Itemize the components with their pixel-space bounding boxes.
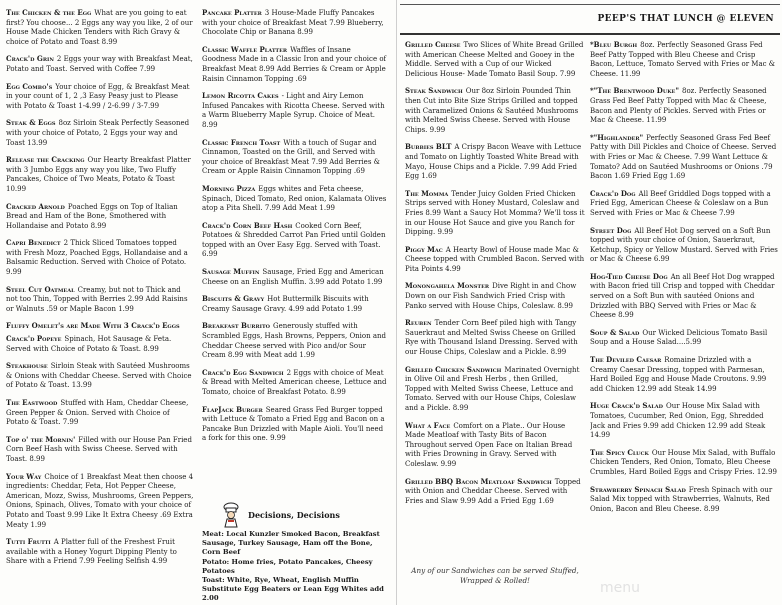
menu-item: The Deviled Caesar Romaine Drizzled with a Creamy Caesar Dressing, topped with Parmesan, Hard Boiled Egg and House Made Croutons. 9.99 add Chicken 12.99 add Steak 14.99: [590, 355, 767, 393]
decisions-box: [202, 502, 387, 604]
footer-note: Any of our Sandwiches can be served Stuffed, Wrapped & Rolled!: [411, 566, 579, 585]
menu-item: Crack'd Egg Sandwich 2 Eggs with choice of Meat & Bread with Melted American cheese, Lettuce and Tomato, choice of Breakfast Potato. 8.99: [202, 367, 387, 396]
menu-item: Morning Pizza Eggs whites and Feta cheese, Spinach, Diced Tomato, Red onion, Kalamata Olives atop a Pita Shell. 7.99 Add Meat 1.99: [202, 183, 387, 213]
menu-item: Grilled Cheese Two Slices of White Bread Grilled with American Cheese Melted and Gooey in the Middle. Served with a Cup of our Wicked Delicious House- Made Tomato Basil Soup. 7.99: [405, 40, 584, 78]
menu-item: *Bleu Burgh 8oz. Perfectly Seasoned Grass Fed Beef Patty Topped with Bleu Cheese and Crisp Bacon, Lettuce, Tomato Served with Fries or Mac & Cheese. 11.99: [590, 40, 776, 78]
menu-item: Huge Crack'd Salad Our House Mix Salad with Tomatoes, Cucumber, Red Onion, Egg, Shredded Jack and Fries 9.99 add Chicken 12.99 add Steak 14.99: [590, 401, 766, 440]
chef-icon: [220, 502, 242, 528]
menu-item: Crack'd Popeye Spinach, Hot Sausage & Feta. Served with Choice of Potato & Toast. 8.99: [6, 334, 172, 353]
menu-item: Crack'd Dog All Beef Griddled Dogs topped with a Fried Egg, American Cheese & Coleslaw on a Bun Served with Fries or Mac & Cheese 7.99: [590, 188, 771, 217]
menu-item: Breakfast Burrito Generously stuffed with Scrambled Eggs, Hash Browns, Peppers, Onion and Cheddar Cheese served with Pico and/or Sour Cream 8.99 with Meat add 1.99: [202, 321, 387, 360]
menu-item: FlapJack Burger Seared Grass Fed Burger topped with Lettuce & Tomato a Fried Egg and Bacon on a Pancake Bun Drizzled with Maple Aioli. You'll need a fork for this one. 9.99: [202, 404, 385, 443]
watermark: menu: [600, 580, 640, 596]
lunch-column-right: [590, 40, 778, 605]
lunch-header: [400, 4, 780, 35]
column-divider: [396, 0, 397, 605]
menu-item: Monongahela Monster Dive Right in and Chow Down on our Fish Sandwich Fried Crisp with Panko served with House Chips, Coleslaw. 8.99: [405, 281, 577, 310]
menu-item: Your Way Choice of 1 Breakfast Meat then choose 4 ingredients: Cheddar, Feta, Hot Pepper Cheese, American, Mozz, Swiss, Mushrooms, Green Peppers, Onions, Spinach, Olives, Tomato with your choice of Potato and Toast 9.99 Like It Extra Cheesy .69 Extra Meaty 1.99: [6, 471, 194, 529]
decisions-heading: [202, 502, 387, 528]
lunch-title: PEEP'S THAT LUNCH @ ELEVEN: [597, 14, 774, 24]
decisions-title: Decisions, Decisions: [248, 510, 340, 520]
menu-item: The Spicy Cluck Our House Mix Salad, with Buffalo Chicken Tenders, Red Onion, Tomato, Bleu Cheese Crumbles, Hard Boiled Eggs and Crispy Fries. 12.99: [590, 447, 777, 476]
menu-item: Tutti Frutti A Platter full of the Freshest Fruit available with a Honey Yogurt Dipping Plenty to Share with a Friend 7.99 Feeling Selfish 4.99: [6, 537, 177, 566]
menu-item: The Chicken & the Egg What are you going to eat first? You choose... 2 Eggs any way you like, 2 of our House Made Chicken Tenders with Rich Gravy & choice of Potato and Toast 8.99: [6, 8, 193, 46]
menu-item: Pancake Platter 3 House-Made Fluffy Pancakes with your choice of Breakfast Meat 7.99 Blueberry, Chocolate Chip or Banana 8.99: [202, 8, 384, 37]
menu-item: Strawberry Spinach Salad Fresh Spinach with our Salad Mix topped with Strawberries, Walnuts, Red Onion, Bacon and Bleu Cheese. 8.99: [590, 484, 773, 513]
menu-item: *"Highlander" Perfectly Seasoned Grass Fed Beef Patty with Dill Pickles and Choice of Cheese. Served with Fries or Mac & Cheese. 7.99 Want Lettuce & Tomato? Add on Sautéed Mushrooms or Onions .79 Bacon 1.69 Fried Egg 1.69: [590, 132, 777, 181]
menu-item: Classic Waffle Platter Waffles of Insane Goodness Made in a Classic Iron and your choice of Breakfast Meat 8.99 Add Berries & Cream or Apple Raisin Cinnamon Topping .69: [202, 44, 387, 83]
menu-item: Soup & Salad Our Wicked Delicious Tomato Basil Soup and a House Salad....5.99: [590, 327, 768, 347]
lunch-column-left: [405, 40, 585, 605]
menu-item: Steak Sandwich Our 8oz Sirloin Pounded Thin then Cut into Bite Size Strips Grilled and topped with Caramelized Onions & Sautéed Mushrooms with Melted Swiss Cheese. Served with House Chips. 9.99: [405, 86, 579, 134]
menu-item: Steakhouse Sirloin Steak with Sautéed Mushrooms & Onions with Cheddar Cheese. Served with Choice of Potato & Toast. 13.99: [6, 361, 192, 390]
menu-item: Crack'd Grin 2 Eggs your way with Breakfast Meat, Potato and Toast. Served with Coffee 7.99: [6, 54, 193, 73]
menu-item: Piggy Mac A Hearty Bowl of House made Mac & Cheese topped with Crumbled Bacon. Served with Pita Points 4.99: [405, 244, 585, 273]
decisions-toast: Toast: White, Rye, Wheat, English Muffin: [202, 576, 359, 585]
menu-item: Grilled Chicken Sandwich Marinated Overnight in Olive Oil and Fresh Herbs , then Grilled, Topped with Melted Swiss Cheese, Lettuce and Tomato. Served with our House Chips, Coleslaw and a Pickle. 8.99: [405, 364, 580, 412]
menu-item: Lemon Ricotta Cakes - Light and Airy Lemon Infused Pancakes with Ricotta Cheese. Served with a Warm Blueberry Maple Syrup. Choice of Meat. 8.99: [202, 91, 385, 129]
breakfast-column-left: [6, 8, 194, 605]
menu-item: Release the Cracking Our Hearty Breakfast Platter with 3 Jumbo Eggs any way you like, Two Fluffy Pancakes, Choice of Two Meats, Potato & Toast 10.99: [6, 155, 191, 193]
menu-item: What a Face Comfort on a Plate.. Our House Made Meatloaf with Tasty Bits of Bacon Throughout served Open Face on Italian Bread with Fries Drowning in Gravy. Served with Coleslaw. 9.99: [405, 420, 573, 468]
menu-item: Capri Benedict 2 Thick Sliced Tomatoes topped with Fresh Mozz, Poached Eggs, Hollandaise and a Balsamic Reduction. Served with Choice of Potato. 9.99: [6, 238, 188, 277]
menu-item: Street Dog All Beef Hot Dog served on a Soft Bun topped with your choice of Onion, Sauerkraut, Ketchup, Spicy or Yellow Mustard. Served with Fries or Mac & Cheese 6.99: [590, 225, 778, 264]
menu-item: Reuben Tender Corn Beef piled high with Tangy Sauerkraut and Melted Swiss Cheese on Grilled Rye with Thousand Island Dressing. Served with our House Chips, Coleslaw and a Pickle. 8.99: [405, 318, 578, 357]
decisions-meat: Meat: Local Kunzler Smoked Bacon, Breakfast Sausage, Turkey Sausage, Ham off the Bone, Corn Beef: [202, 530, 380, 557]
menu-item: The Momma Tender Juicy Golden Fried Chicken Strips served with Honey Mustard, Coleslaw and Fries 8.99 Want a Saucy Hot Momma? We'll toss it in our House Hot Sauce and give you Ranch for Dipping. 9.99: [405, 188, 585, 237]
menu-item: The Eastwood Stuffed with Ham, Cheddar Cheese, Green Pepper & Onion. Served with Choice of Potato & Toast. 7.99: [6, 398, 189, 427]
menu-item: Grilled BBQ Bacon Meatloaf Sandwich Topped with Onion and Cheddar Cheese. Served with Fries and Slaw 9.99 Add a Fried Egg 1.69: [405, 476, 581, 505]
menu-item: Bubbies BLT A Crispy Bacon Weave with Lettuce and Tomato on Lightly Toasted White Bread with Mayo, House Chips and a Pickle. 7.99 Add Fried Egg 1.69: [405, 142, 582, 181]
menu-item: Hog-Tied Cheese Dog An all Beef Hot Dog wrapped with Bacon fried till Crisp and topped with Cheddar served on a Soft Bun with sautéed Onions and Drizzled with BBQ Served with Fries or Mac & Cheese 8.99: [590, 271, 775, 320]
decisions-potato: Potato: Home fries, Potato Pancakes, Cheesy Potatoes: [202, 557, 373, 575]
omelet-heading: Fluffy Omelet's are Made With 3 Crack'd Eggs: [6, 321, 180, 331]
menu-item: Biscuits & Gravy Hot Buttermilk Biscuits with Creamy Sausage Gravy. 4.99 add Potato 1.99: [202, 294, 369, 313]
menu-item: Cracked Arnold Poached Eggs on Top of Italian Bread and Ham of the Bone, Smothered with Hollandaise and Potato 8.99: [6, 201, 178, 230]
decisions-substitute: Substitute Egg Beaters or Lean Egg Whites add 2.00: [202, 585, 384, 603]
menu-item: Steak & Eggs 8oz Sirloin Steak Perfectly Seasoned with your choice of Potato, 2 Eggs your way and Toast 13.99: [6, 118, 190, 147]
menu-item: Sausage Muffin Sausage, Fried Egg and American Cheese on an English Muffin. 3.99 add Potato 1.99: [202, 267, 384, 286]
menu-item: Steel Cut Oatmeal Creamy, but not to Thick and not too Thin, Topped with Berries 2.99 Add Raisins or Walnuts .59 or Maple Bacon 1.99: [6, 284, 188, 313]
menu-item: Crack'd Corn Beef Hash Cooked Corn Beef, Potatoes & Shredded Carrot Pan Fried until Golden topped with an Over Easy Egg. Served with Toast. 6.99: [202, 220, 386, 259]
menu-item: *"The Brentwood Duke" 8oz. Perfectly Seasoned Grass Fed Beef Patty Topped with Mac & Cheese, Bacon and Plenty of Pickles. Served with Fries or Mac & Cheese. 11.99: [590, 86, 767, 125]
menu-item: Egg Combo's Your choice of Egg, & Breakfast Meat in your count of 1, 2 ,3 Easy Peasy just to Please with Potato & Toast 1-4.99 / 2-6.99 / 3-7.99: [6, 81, 190, 110]
menu-item: Top o' the Mornin' Filled with our House Pan Fried Corn Beef Hash with Swiss Cheese. Served with Toast. 8.99: [6, 434, 192, 463]
menu-item: Classic French Toast With a touch of Sugar and Cinnamon, Toasted on the Grill, and Served with your choice of Breakfast Meat 7.99 Add Berries & Cream or Apple Raisin Cinnamon Topping .69: [202, 137, 380, 176]
